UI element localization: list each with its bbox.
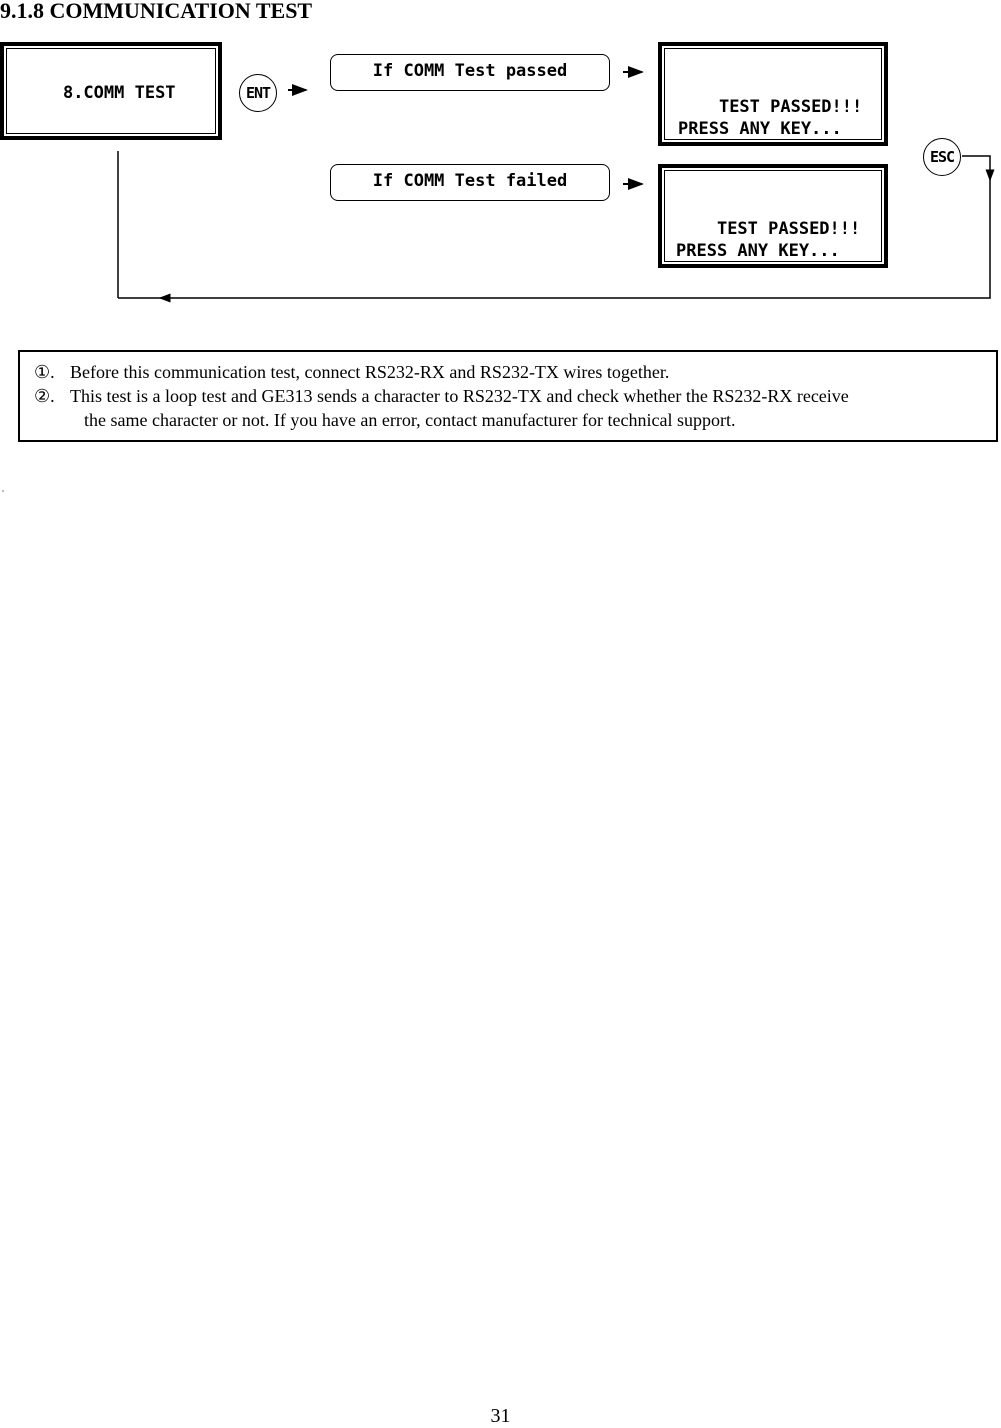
condition-failed-box: If COMM Test failed [330, 164, 610, 201]
notes-box [18, 350, 998, 442]
menu-lcd-screen [0, 42, 222, 140]
page-number: 31 [490, 1405, 511, 1427]
menu-lcd-text: 8.COMM TEST [62, 83, 176, 103]
esc-connector-down [962, 156, 990, 180]
stray-mark [2, 490, 4, 492]
flow-diagram [0, 38, 1001, 308]
condition-passed-box: If COMM Test passed [330, 54, 610, 91]
note-text-continued: the same character or not. If you have an error, contact manufacturer for technical support. [84, 410, 736, 430]
note-number: ①. [34, 362, 55, 382]
note-item [34, 384, 996, 408]
enter-key-icon: ENT [239, 74, 277, 112]
escape-key-icon: ESC [923, 138, 961, 176]
note-item [34, 360, 996, 384]
note-text: Before this communication test, connect RS232-RX and RS232-TX wires together. [70, 362, 670, 382]
result-passed-text: TEST PASSED!!! PRESS ANY KEY... [678, 97, 863, 139]
result-failed-lcd [658, 164, 888, 268]
note-text: This test is a loop test and GE313 sends a character to RS232-TX and check whether the RS232-RX receive [70, 386, 849, 406]
section-heading: 9.1.8 COMMUNICATION TEST [0, 0, 313, 23]
result-failed-text: TEST PASSED!!! PRESS ANY KEY... [676, 219, 861, 261]
note-number: ②. [34, 386, 55, 406]
result-passed-lcd [658, 42, 888, 146]
